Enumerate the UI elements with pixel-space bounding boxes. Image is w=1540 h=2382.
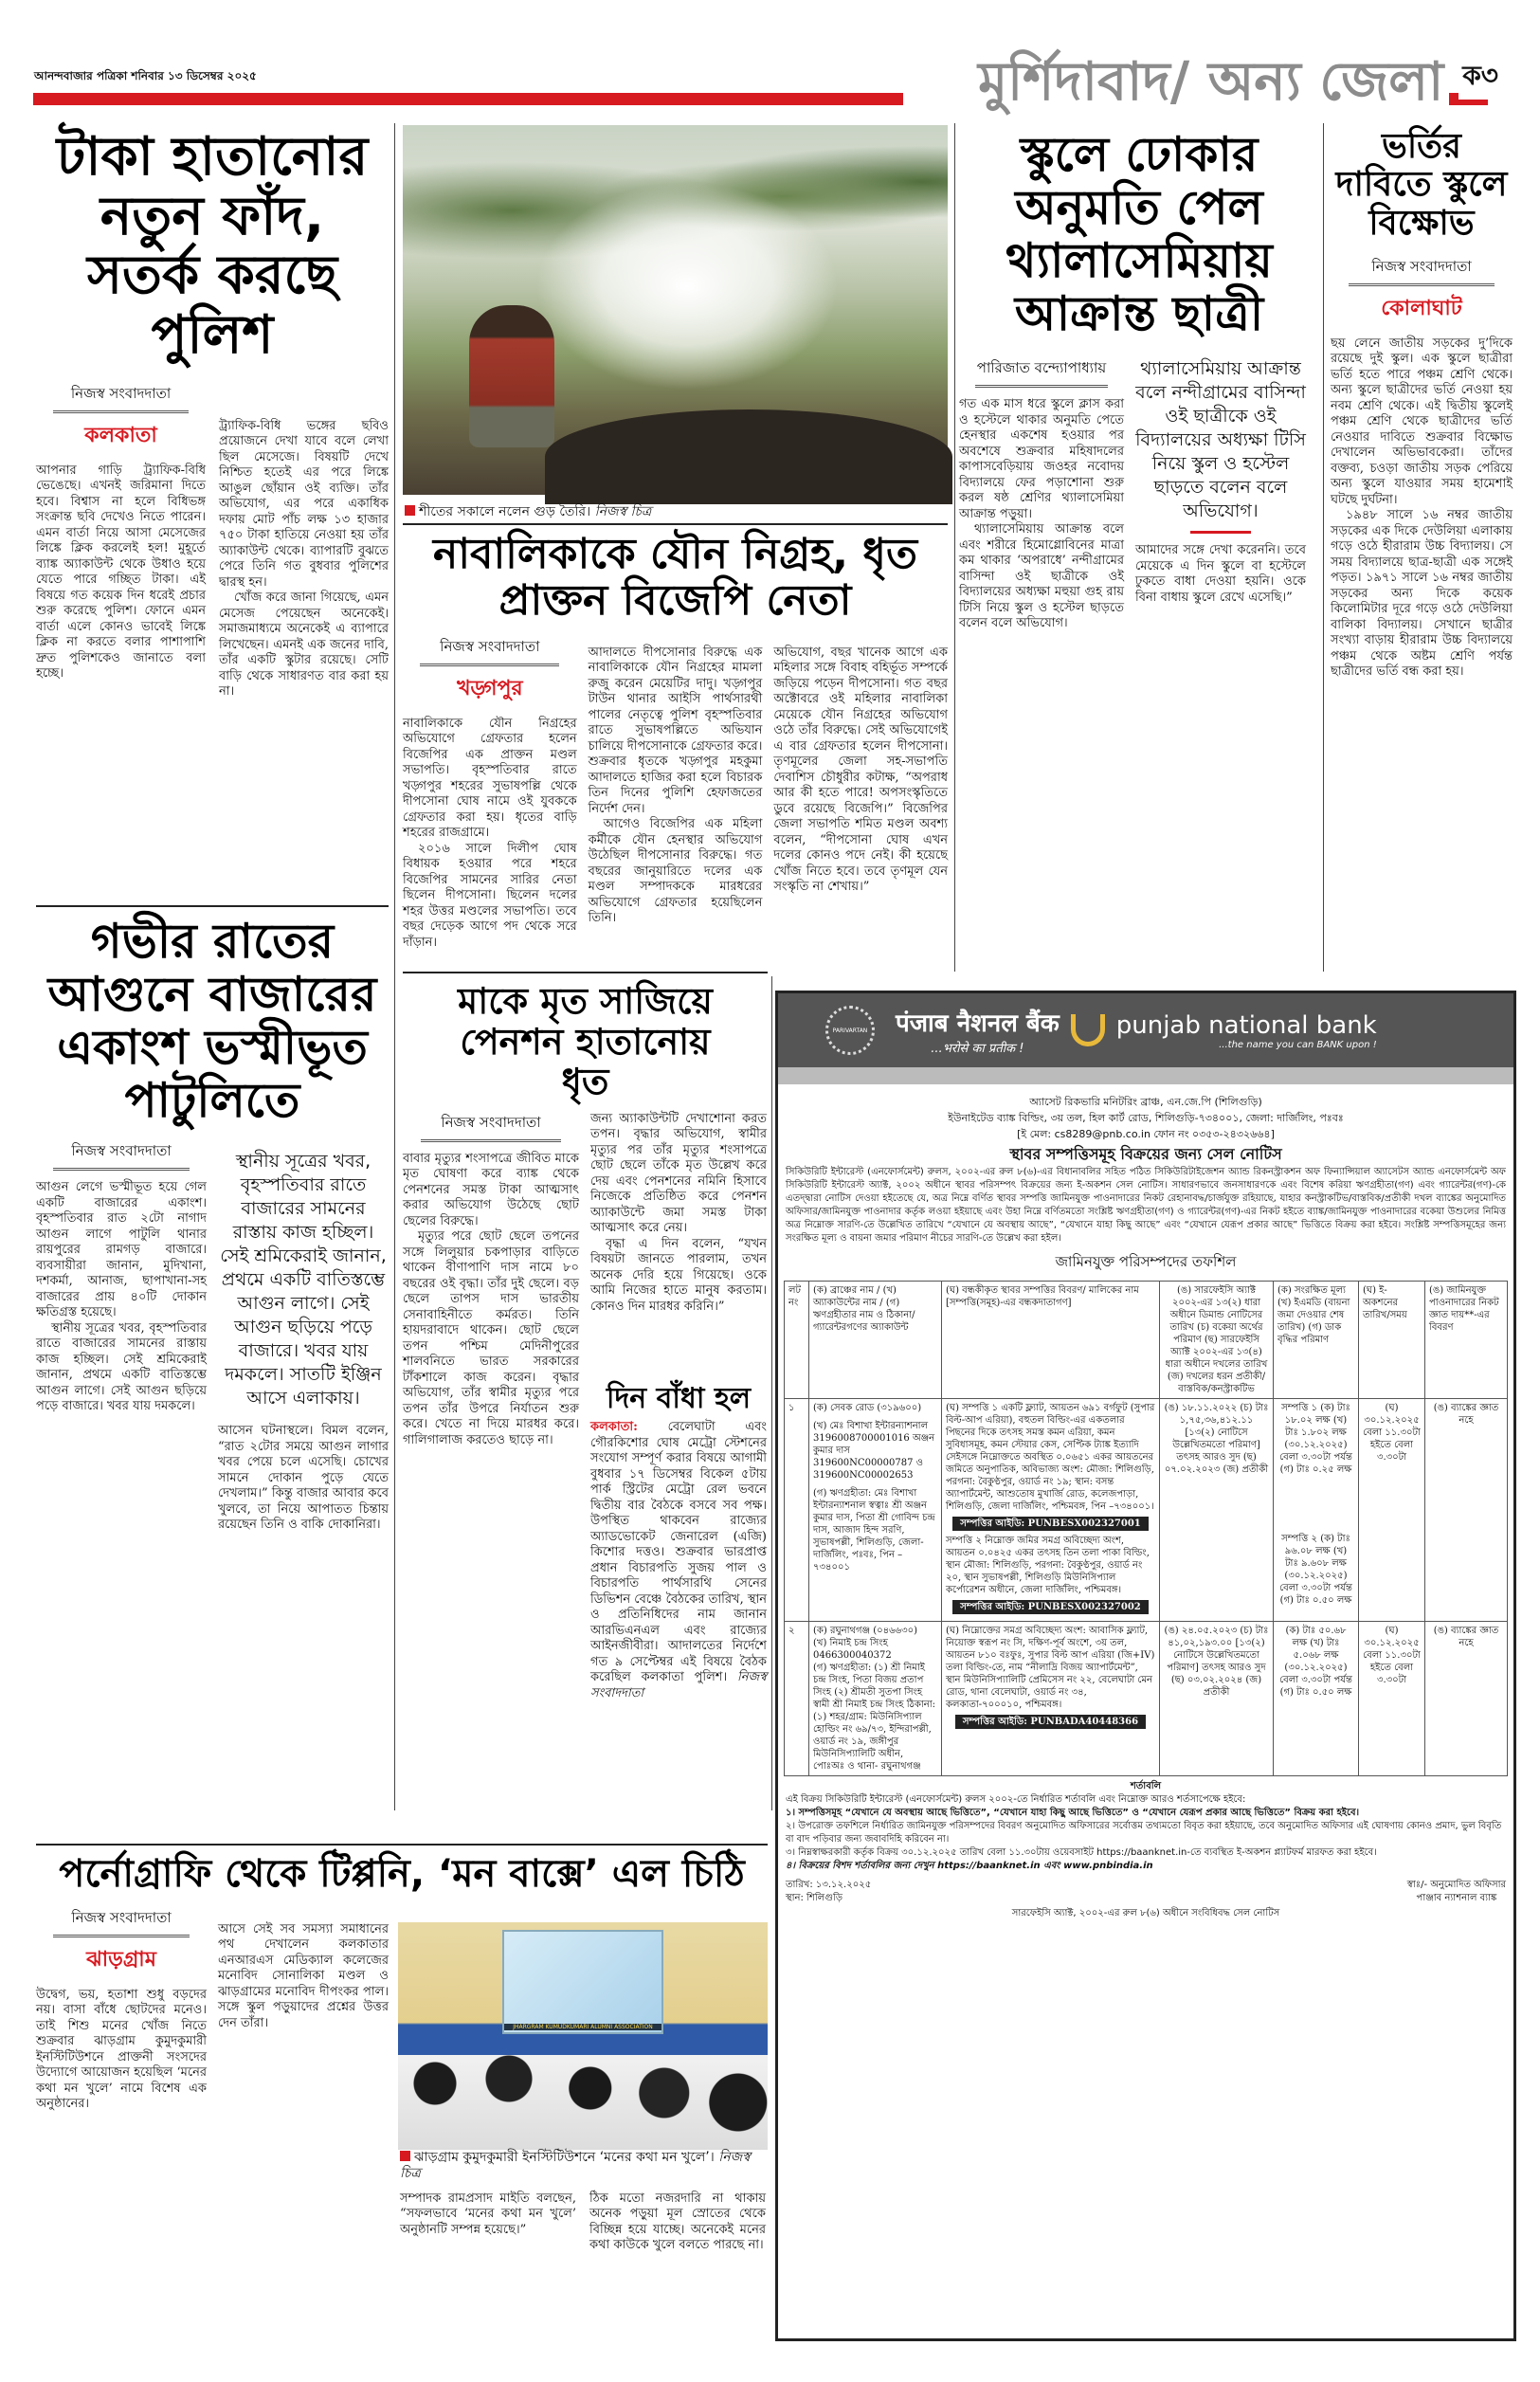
photo-caption [405, 500, 651, 523]
paragraph: জন্য অ্যাকাউন্টটি দেখাশোনা করত তপন। বৃদ্ধার অভিযোগ, স্বামীর মৃত্যুর পর তাঁর মৃত্যুর শংসাপত্রে ছোট ছেলে তাঁকে মৃত উল্লেখ করে দেয় এবং পেনশনের নমিনি হিসাবে নিজেকে প্রতিষ্ঠিত করে পেনশন অ্যাকাউন্টে জমা সমস্ত টাকা আত্মসাৎ করে নেয়। [590, 1111, 767, 1236]
header-lot: লট নং [785, 1282, 809, 1399]
photo-caption [400, 2150, 768, 2182]
pull-quote: স্থানীয় সূত্রের খবর, বৃহস্পতিবার রাতে বাজারের সামনের রাস্তায় কাজ হচ্ছিল। সেই শ্রমিকেরাই জানান, প্রথমে একটি বাতিস্তম্ভে আগুন লাগে। সেই আগুন ছড়িয়ে পড়ে বাজারে। খবর যায় দমকলে। সাতটি ইঞ্জিন আসে এলাকায়। [220, 1151, 387, 1409]
caption-marker-icon [400, 2151, 410, 2161]
paragraph: অভিযোগ, বছর খানেক আগে এক মহিলার সঙ্গে বিবাহ বহির্ভূত সম্পর্কে জড়িয়ে পড়েন দীপসোনা। গত বছর অক্টোবরে ওই মহিলার নাবালিকা মেয়েকে যৌন নিগ্রহের অভিযোগ ওঠে তাঁর বিরুদ্ধে। সেই অভিযোগেই এ বার গ্রেফতার হলেন দীপসোনা। তৃণমূলের জেলা সহ-সভাপতি দেবাশিস চৌধুরীর কটাক্ষ, “অপরাধ আর কী হতে পারে! অপসংস্কৃতিতে ডুবে রয়েছে বিজেপি।” বিজেপির জেলা সভাপতি শমিত মণ্ডল অবশ্য বলেন, “দীপসোনা ঘোষ এখন দলের কোনও পদে নেই। কী হয়েছে খোঁজ নিতে হবে। তবে তৃণমূল যেন সংস্কৃতি না শেখায়।” [773, 645, 949, 895]
byline: নিজস্ব সংবাদদাতা [420, 636, 559, 666]
property-2: সম্পত্তি ২ নিম্নোক্ত জমির সমগ্র অবিচ্ছেদ্য অংশ, আয়তন ০.০৪২৫ একর তৎসহ তিন তলা পাকা বিল্ডিং, স্থান মৌজা: শিলিগুড়ি, পরগনা: বৈকুণ্ঠপুর, ওয়ার্ড নং ২০, স্থান সুভাষপল্লী, শিলিগুড়ি মিউনিসিপ্যাল কর্পোরেশন অধীনে, জেলা দার্জিলিং, পশ্চিমবঙ্গ। [946, 1536, 1150, 1595]
account: (খ) মেঃ বিশাখা ইন্টারন্যাশনাল 3196008700001016 অঞ্জন কুমার দাস 319600NC00000787 ও 319600NC00002653 [813, 1421, 935, 1481]
article-thalassemia [959, 128, 1319, 967]
branch-address: ইউনাইটেড ব্যাঙ্ক বিল্ডিং, ৩য় তল, হিল কার্ট রোড, শিলিগুড়ি-৭৩৪০০১, জেলা: দার্জিলিং, পঃবঃ [948, 1112, 1344, 1124]
branch-contact: [ই মেল: cs8289@pnb.co.in ফোন নং ০৩৫৩-২৪৩২৬৬৪] [1017, 1128, 1275, 1140]
paragraph: আসে সেই সব সমস্যা সমাধানের পথ দেখালেন কলকাতার এনআরএস মেডিক্যাল কলেজের মনোবিদ সোনালিকা মণ্ডল ও ঝাড়গ্রামের মনোবিদ দীপংকর পাল। সঙ্গে স্কুল পড়ুয়াদের প্রশ্নের উত্তর দেন তাঁরা। [218, 1921, 389, 2030]
article-body [403, 1152, 579, 1796]
price-cell: (ক) টাঃ ৫০.৬৮ লক্ষ (খ) টাঃ ৫.০৬৮ লক্ষ (৩০.১২.২০২৫) বেলা ৩.৩০টা পর্যন্ত (গ) টাঃ ০.৫০ লক্ষ [1274, 1622, 1359, 1776]
auction-cell: (ঘ) ৩০.১২.২০২৫ বেলা ১১.৩০টা হইতে বেলা ৩.৩০টা [1359, 1399, 1425, 1622]
table-title: জামিনযুক্ত পরিসম্পদের তফশিল [1055, 1253, 1237, 1270]
paragraph: ১৯৪৮ সালে ১৬ নম্বর জাতীয় সড়কের এক দিকে দেউলিয়া এলাকায় গড়ে ওঠে হীরারাম উচ্চ বিদ্যালয়। সে সময় বিদ্যালয়ে ছাত্র-ছাত্রী এক সঙ্গেই পড়ত। ১৯৭১ সালে ১৬ নম্বর জাতীয় সড়কের অন্য দিকে কয়েক কিলোমিটার দূরে গড়ে ওঠে দেউলিয়া বালিকা বিদ্যালয়। সেখানে ছাত্রীর সংখ্যা বাড়ায় হীরারাম উচ্চ বিদ্যালয়ে পঞ্চম থেকে অষ্টম শ্রেণি পর্যন্ত ছাত্রীদের ভর্তি বন্ধ করা হয়। [1331, 508, 1513, 680]
signature-row [786, 1879, 1506, 1905]
branch: (ক) রঘুনাথগঞ্জ (০৪৬৬৩০) [813, 1626, 918, 1636]
bank-name-local-block [896, 1005, 1060, 1056]
photo-credit: নিজস্ব চিত্র [400, 2149, 751, 2181]
notice-date: তারিখ: ১৩.১২.২০২৫ [786, 1880, 872, 1890]
header-notice: (ঙ) সারফেইসি অ্যাক্ট ২০০২-এর ১৩(২) ধারা অধীনে ডিমান্ড নোটিসের তারিখ (চ) বকেয়া অর্থের পরিমাণ (ছ) সারফেইসি অ্যাক্ট ২০০২-এর ১৩(৪) ধারা অধীনে দখলের তারিখ (জ) দখলের ধরন প্রতীকী/বাস্তবিক/কনস্ট্রাকটিভ [1160, 1282, 1274, 1399]
bank-name-local: पंजाब नैशनल बैंक [896, 1009, 1060, 1038]
terms-block [778, 1776, 1513, 1928]
article-admission-protest [1331, 128, 1513, 967]
article-body-col2 [588, 645, 763, 926]
paragraph: ঠিক মতো নজরদারি না থাকায় অনেক পড়ুয়া মূল স্রোতের থেকে বিচ্ছিন্ন হয়ে যাচ্ছে। অনেকেই মনের কথা কাউকে খুলে বলতে পারছে না। [589, 2191, 766, 2253]
dateline-place: কোলাঘাট [1381, 296, 1462, 320]
header-auction: (ঘ) ই-অকশনের তারিখ/সময় [1359, 1282, 1425, 1399]
credit: নিজস্ব সংবাদদাতা [590, 1670, 767, 1700]
branch-info [778, 1094, 1513, 1162]
photo-credit: নিজস্ব চিত্র [594, 504, 652, 519]
headline: মাকে মৃত সাজিয়ে পেনশন হাতানোয় ধৃত [458, 980, 713, 1103]
header-property: (ঘ) বন্ধকীকৃত স্থাবর সম্পত্তির বিবরণ/ মালিকের নাম [সম্পত্তি(সমূহ)-এর বন্ধকদাতাগণ] [942, 1282, 1160, 1399]
borrower: (গ) ঋণগ্রহীতা: (১) শ্রী নিমাই চন্দ্র সিংহ, পিতা বিজয় প্রতাপ সিংহ (২) শ্রীমতী সুতপা সিংহ স্বামী শ্রী নিমাই চন্দ্র সিংহ ঠিকানা: (১) শহর/গ্রাম: মিউনিসিপ্যাল হোল্ডিং নং ৬৯/৭৩, ইন্দিরাপল্লী, ওয়ার্ড নং ১৯, জঙ্গীপুর মিউনিসিপ্যালিটি অধীন, পোঃঅঃ ও থানা- রঘুনাথগঞ্জ [813, 1663, 936, 1772]
col1 [36, 1907, 207, 2329]
divider [36, 905, 389, 907]
table-header-row [785, 1282, 1508, 1399]
column-divider [954, 123, 955, 972]
article-body [403, 716, 577, 950]
article-pension-fraud [403, 981, 768, 1806]
branch-name: অ্যাসেট রিকভারি মনিটরিং ব্রাঞ্চ, এন.জে.পি (শিলিগুড়ি) [1029, 1096, 1262, 1108]
price-cell [1274, 1399, 1359, 1622]
banner-text: JHARGRAM KUMUDKUMARI ALUMNI ASSOCIATION [504, 2024, 661, 2030]
red-rule-left [33, 93, 903, 105]
bank-tagline-local: ...भरोसे का प्रतीक ! [931, 1042, 1024, 1056]
banner [502, 1930, 663, 2034]
article-bjp-leader [403, 531, 948, 957]
column-divider [1323, 123, 1324, 972]
property-1: (ঘ) সম্পত্তি ১ একটি ফ্ল্যাট, আয়তন ৬৯১ বর্গফুট (সুপার বিল্ট-আপ এরিয়া), বহুতল বিল্ডিং-এর একতলার পিছনের দিকে তৎসহ সমস্ত কমন এরিয়া, কমন সুবিধাসমূহ, কমন স্টেয়ার কেস, সেপ্টিক ট্যাঙ্ক ইত্যাদি সেইসঙ্গে নিম্নোক্ততে অবস্থিত ০.০৬৫১ একর আয়তনের জমিতে অনুপাতিক, অবিভাজ্য অংশ: মৌজা: শিলিগুড়ি, পরগনা: বৈকুণ্ঠপুর, ওয়ার্ড নং ১৯; স্থান: বসন্ত অ্যাপার্টমেন্ট, আশুতোষ মুখার্জি রোড, কলেজপাড়া, শিলিগুড়ি, জেলা দার্জিলিং, পশ্চিমবঙ্গ, পিন –৭৩৪০০১। [946, 1403, 1155, 1512]
signatory-bank: পাঞ্জাব ন্যাশনাল ব্যাঙ্ক [1416, 1893, 1497, 1903]
table-row [785, 1622, 1508, 1776]
article-columns [36, 1907, 768, 2315]
article-body-col2 [218, 1922, 389, 2311]
table-row [785, 1399, 1508, 1622]
caption-marker-icon [405, 505, 415, 516]
branch-account-cell [809, 1622, 942, 1776]
dateline-place: খড়্গপুর [457, 676, 523, 700]
header-liability: (ঙ) জামিনযুক্ত পাওনাদারের নিকট জ্ঞাত দায়**-এর বিবরণ [1425, 1282, 1508, 1399]
liability-cell: (ঙ) ব্যাঙ্কের জ্ঞাত নহে [1425, 1399, 1508, 1622]
branch-account-cell [809, 1399, 942, 1622]
byline: নিজস্ব সংবাদদাতা [53, 1907, 190, 1937]
price-1: সম্পত্তি ১ (ক) টাঃ ১৮.০২ লক্ষ (খ) টাঃ ১.৮০২ লক্ষ (৩০.১২.২০২৫) বেলা ৩.৩০টা পর্যন্ত (গ) টাঃ ০.২৫ লক্ষ [1279, 1403, 1352, 1475]
masthead [0, 0, 1540, 123]
photo-jaggery [403, 125, 948, 495]
divider [403, 523, 948, 525]
paragraph: সম্পাদক রামপ্রসাদ মাইতি বলছেন, “সফলভাবে ‘মনের কথা মন খুলে’ অনুষ্ঠানটি সম্পন্ন হয়েছে।” [400, 2191, 576, 2237]
article-body-col2 [1135, 543, 1306, 714]
dateline-place: কলকাতা: [590, 1420, 638, 1435]
headline: পর্নোগ্রাফি থেকে টিপ্পনি, ‘মন বাক্সে’ এল চিঠি [59, 1852, 745, 1896]
article-mon-box [36, 1853, 768, 2379]
article-body-col3 [773, 646, 948, 911]
masthead-right [972, 49, 1502, 116]
paragraph: উদ্বেগ, ভয়, হতাশা শুধু বড়দের নয়। বাসা বাঁধে ছোটদের মনেও। তাই শিশু মনের খোঁজ নিতে শুক্রবার ঝাড়গ্রাম কুমুদকুমারী ইনস্টিটিউশনে প্রাক্তনী সংসদের উদ্যোগে আয়োজন হয়েছিল ‘মনের কথা মন খুলে’ নামে বিশেষ এক অনুষ্ঠানের। [36, 1987, 207, 2112]
paragraph: থ্যালাসেমিয়ায় আক্রান্ত বলে এবং শরীরে হিমোগ্লোবিনের মাত্রা কম থাকার ‘অপরাধে’ নন্দীগ্রামের বাসিন্দা ওই ছাত্রীকে ওই বিদ্যালয়ের অধ্যক্ষা মহুয়া গুহ রায় টিসি নিয়ে স্কুল ও হস্টেল ছাড়তে বলেন বলে অভিযোগ। [959, 522, 1124, 630]
property-id: সম্পত্তির আইডি: PUNBADA40448366 [955, 1715, 1146, 1729]
property-1: (ঘ) নিম্নোক্তের সমগ্র অবিচ্ছেদ্য অংশ: আবাসিক ফ্ল্যাট, নিয়োক্ত স্বরূপ নং সি, দক্ষিণ-পূর্ব অংশে, ৩য় তল, আয়তন ৮১০ বঃফুঃ, সুপার বিল্ট আপ এরিয়া (জি+IV) তলা বিল্ডিং-তে, নাম “নীলাদ্রি বিজয় অ্যাপার্টমেন্ট”, স্থান মিউনিসিপ্যালিটি প্রেমিসেস নং ২২, বেলেঘাটা মেন রোড, থানা বেলেঘাটা, ওয়ার্ড নং ৩৪, কলকাতা-৭০০০১০, পশ্চিমবঙ্গ। [946, 1626, 1155, 1710]
column-divider [771, 976, 772, 1810]
headline: টাকা হাতানোর নতুন ফাঁদ, সতর্ক করছে পুলিশ [56, 126, 369, 367]
dateline-place: কলকাতা [84, 423, 157, 447]
paragraph: আগেও বিজেপির এক মহিলা কর্মীকে যৌন হেনস্থার অভিযোগ উঠেছিল দীপসোনার বিরুদ্ধে। গত বছরের জানুয়ারিতে দলের এক মণ্ডল সম্পাদককে মারধরের অভিযোগে গ্রেফতার হয়েছিলেন তিনি। [588, 817, 763, 926]
liability-cell: (ঙ) ব্যাঙ্কের জ্ঞাত নহে [1425, 1622, 1508, 1776]
notice-intro: সিকিউরিটি ইন্টারেস্ট (এনফোর্সমেন্ট) রুলস, ২০০২-এর রুল ৮(৬)-এর বিধানাবলির সহিত পঠিত সিকিউরিটাইজেশন অ্যান্ড রিকনস্ট্রাকশন অফ ফিন্যান্সিয়াল অ্যাসেটস অ্যান্ড এনফোর্সমেন্ট অফ সিকিউরিটি ইন্টারেস্ট অ্যাক্ট, ২০০২ অধীনে স্থাবর পরিসম্পৎ বিক্রয়ের জন্য ই-অকশন সেল নোটিস। সাধারণভাবে জনসাধারণকে এবং বিশেষ করিয়া ঋণগ্রহীতা(গণ) এবং গ্যারেন্টর(গণ)-কে এতদ্দ্বারা নোটিস দেওয়া হইতেছে যে, অত্র নিম্নে বর্ণিত স্থাবর সম্পত্তি জামিনযুক্ত পাওনাদারের নিকট রেহানাবদ্ধ/চার্জযুক্ত রহিয়াছে, যাহার কনস্ট্রাকটিভ/বাস্তবিক/প্রতীকী দখল ব্যাঙ্কের অনুমোদিত অফিসার/জামিনযুক্ত পাওনাদার কর্তৃক লওয়া হইয়াছে এবং উহা নিম্নে বর্ণিতমতো সংশ্লিষ্ট ঋণগ্রহীতা(গণ) ও গ্যারেন্টর(গণ)-এর নিকট হইতে ব্যাঙ্ক/জামিনযুক্ত পাওনাদারের বকেয়া উশুলের নিমিত্ত অত্র নিম্নোক্ত সারণি-তে উল্লেখিত তারিখে “যেখানে যে অবস্থায় আছে”, “যেখানে যাহা কিছু আছে” এবং “যেখানে যেরূপ প্রকার আছে” ভিত্তিতে বিক্রয় করা হইবে। সংশ্লিষ্ট সম্পত্তিসমূহের জন্য সংরক্ষিত মূল্য ও বায়না জমার পরিমাণ নীচের সারণি-তে উল্লেখ করা হইল। [786, 1167, 1506, 1244]
article-body [36, 1988, 207, 2329]
paragraph: ছয় লেনে জাতীয় সড়কের দু’দিকে রয়েছে দুই স্কুল। এক স্কুলে ছাত্রীরা ভর্তি হতে পারে পঞ্চম শ্রেণি থেকে। অন্য স্কুলে ছাত্রীদের ভর্তি নেওয়া হয় নবম শ্রেণি থেকে। এই দ্বিতীয় স্কুলেই পঞ্চম শ্রেণি থেকে ছাত্রীদের ভর্তি নেওয়ার দাবিতে শুক্রবার বিক্ষোভ দেখালেন অভিভাবকেরা। তাঁদের বক্তব্য, চওড়া জাতীয় সড়ক পেরিয়ে অন্য স্কুলে যাওয়ার সময় হামেশাই ঘটছে দুর্ঘটনা। [1331, 336, 1513, 507]
brief-headline: দিন বাঁধা হল [606, 1381, 752, 1415]
paragraph: বৃদ্ধা এ দিন বলেন, “যখন বিষয়টা জানতে পারলাম, তখন অনেক দেরি হয়ে গিয়েছে। ওকে আমি নিজের হাতে মানুষ করতাম। কোনও দিন মারধর করিনি।” [590, 1236, 767, 1314]
branch: (ক) সেবক রোড (৩১৯৬০০) [813, 1403, 922, 1413]
term: ১। সম্পত্তিসমূহ “যেখানে যে অবস্থায় আছে ভিত্তিতে”, “যেখানে যাহা কিছু আছে ভিত্তিতে” ও “যেখানে যেরূপ প্রকার আছে ভিত্তিতে” বিক্রয় করা হইবে। [786, 1808, 1360, 1818]
caption-text: শীতের সকালে নলেন গুড় তৈরি। [419, 504, 591, 519]
brief-date-fixed [590, 1383, 767, 1800]
seal-text: PARIVARTAN [832, 1027, 868, 1034]
article-body-col2 [590, 1112, 767, 1377]
paragraph: স্থানীয় সূত্রের খবর, বৃহস্পতিবার রাতে বাজারের সামনের রাস্তায় কাজ হচ্ছিল। সেই শ্রমিকেরাই জানান, প্রথমে একটি বাতিস্তম্ভে আগুন লাগে। সেই আগুন ছড়িয়ে পড়ে বাজারে। খবর যায় দমকলে। [36, 1320, 207, 1413]
byline: নিজস্ব সংবাদদাতা [1349, 256, 1495, 286]
property-id: সম্পত্তির আইডি: PUNBESX002327001 [952, 1517, 1149, 1531]
term: ২। উপরোক্ত তফশিলে নির্ধারিত জামিনযুক্ত পরিসম্পদের বিবরণ অনুমোদিত অফিসারের সর্বোত্তম তথ্যমতো বিবৃত করা হইয়াছে, তবে অনুমোদিত অফিসার এই ঘোষণায় কোনও প্রমাদ, ভুল বিবৃতি বা বাদ পড়িবার জন্য জবাবদিহি করিবেন না। [786, 1821, 1502, 1845]
account: (খ) নিমাই চন্দ্র সিংহ 0466300040372 [813, 1638, 892, 1661]
steam [535, 182, 839, 391]
headline: স্কুলে ঢোকার অনুমতি পেল থ্যালাসেমিয়ায় আক্রান্ত ছাত্রী [1006, 127, 1273, 341]
property-id: সম্পত্তির আইডি: PUNBESX002327002 [952, 1600, 1149, 1614]
header-branch-account: (ক) ব্রাঞ্চের নাম / (খ) অ্যাকাউন্টের নাম / (গ) ঋণগ্রহীতার নাম ও ঠিকানা/ গ্যারেন্টরগণের অ্যাকাউন্ট [809, 1282, 942, 1399]
borrower: (গ) ঋণগ্রহীতা: মেঃ বিশাখা ইন্টারন্যাশনাল স্বত্বাঃ শ্রী অঞ্জন কুমার দাস, পিতা শ্রী গোবিন্দ চন্দ্র দাস, আজাদ হিন্দ সরণি, সুভাষপল্লী, শিলিগুড়ি, জেলা- দার্জিলিং, পঃবঃ, পিন – ৭৩৪০০১ [813, 1488, 935, 1573]
property-cell [942, 1622, 1160, 1776]
term: এই বিক্রয় সিকিউরিটি ইন্টারেস্ট (এনফোর্সমেন্ট) রুলস ২০০২-তে নির্ধারিত শর্তাবলি এবং নিম্নোক্ত আরও শর্তসাপেক্ষে হইবে: [786, 1794, 1246, 1805]
column-divider [394, 123, 395, 1810]
notice-cell: (ঙ) ২৪.০৫.২০২৩ (চ) টাঃ ৪১,০২,১৯৩.০০ [১৩(২) নোটিসে উল্লেখিতমতো পরিমাণ] তৎসহ আরও সুদ (ছ) ০৩.০২.২০২৪ (জ) প্রতীকী [1160, 1622, 1274, 1776]
pull-quote-rule [1190, 531, 1251, 534]
notice-footer: সারফেইসি অ্যাক্ট, ২০০২-এর রুল ৮(৬) অধীনে সংবিধিবদ্ধ সেল নোটিস [1011, 1908, 1280, 1918]
article-body [36, 464, 206, 900]
pnb-sale-notice-ad [775, 991, 1516, 2341]
article-body-col2 [219, 419, 389, 931]
pan [545, 409, 952, 504]
article-money-fraud [36, 128, 389, 900]
pull-quote: থ্যালাসেমিয়ায় আক্রান্ত বলে নন্দীগ্রামের বাসিন্দা ওই ছাত্রীকে ওই বিদ্যালয়ের অধ্যক্ষা টিসি নিয়ে স্কুল ও হস্টেল ছাড়তে বলেন বলে অভিযোগ। [1135, 358, 1306, 521]
article-body [1331, 336, 1513, 943]
price-2: সম্পত্তি ২ (ক) টাঃ ৯৬.০৮ লক্ষ (খ) টাঃ ৯.৬০৮ লক্ষ (৩০.১২.২০২৫) বেলা ৩.৩০টা পর্যন্ত (গ) টাঃ ০.৫০ লক্ষ [1279, 1534, 1352, 1606]
bank-name-en: punjab national bank [1115, 1010, 1377, 1040]
paragraph: মৃত্যুর পরে ছোট ছেলে তপনের সঙ্গে লিলুয়ার চকপাড়ার বাড়িতে থাকেন বীণাপাণি দাস নামে ৮০ বছরের ওই বৃদ্ধা। তাঁর দুই ছেলে। বড় ছেলে তাপস দাস ভারতীয় সেনাবাহিনীতে কর্মরত। তিনি হায়দরাবাদে থাকেন। ছোট ছেলে তপন পশ্চিম মেদিনীপুরের শালবনিতে ভারত সরকারের টাঁকশালে কাজ করেন। বৃদ্ধার অভিযোগ, তাঁর স্বামীর মৃত্যুর পরে তপন তাঁর উপরে নির্যাতন শুরু করে। খেতে না দিয়ে মারধর করে। গালিগালাজ করতেও ছাড়ে না। [403, 1229, 579, 1447]
notice-cell: (ঙ) ১৮.১১.২০২২ (চ) টাঃ ১,৭৫,৩৬,৪১২.১১ [১৩(২) নোটিসে উল্লেখিতমতো পরিমাণ] তৎসহ আরও সুদ (ছ) ০৭.০২.২০২৩ (জ) প্রতীকী [1160, 1399, 1274, 1622]
person [469, 305, 554, 447]
lot-number: ২ [785, 1622, 809, 1776]
parivartan-seal-icon [825, 1006, 875, 1055]
brief-body [590, 1420, 767, 1799]
term: ৪। বিক্রয়ের বিশদ শর্তাবলির জন্য দেখুন https://baanknet.in এবং www.pnbindia.in [786, 1861, 1153, 1871]
dateline-place: ঝাড়গ্রাম [86, 1947, 156, 1972]
asset-schedule-table [784, 1281, 1508, 1776]
paragraph: খোঁজ করে জানা গিয়েছে, এমন মেসেজ পেয়েছেন অনেকেই। সমাজমাধ্যমে অনেকেই এ ব্যাপারে লিখেছেন। এমনই এক জনের দাবি, তাঁর একটি স্কুটার রয়েছে। সেটি বাড়ি থেকে সাধারণত বার করা হয় না। [219, 591, 389, 700]
divider [403, 972, 768, 973]
headline: নাবালিকাকে যৌন নিগ্রহ, ধৃত প্রাক্তন বিজেপি নেতা [433, 530, 917, 626]
paragraph: নাবালিকাকে যৌন নিগ্রহের অভিযোগে গ্রেফতার হলেন বিজেপির এক প্রাক্তন মণ্ডল সভাপতি। বৃহস্পতিবার রাতে খড়্গপুর শহরের সুভাষপল্লি থেকে দীপসোনা ঘোষ নামে ওই যুবককে গ্রেফতার করা হয়। ধৃতের বাড়ি শহরের রাজগ্রামে। [403, 716, 577, 841]
paragraph: আমাদের সঙ্গে দেখা করেননি। তবে মেয়েকে এ দিন স্কুলে বা হস্টেলে ঢুকতে বাধা দেওয়া হয়নি। ওকে বিনা বাধায় স্কুলে রেখে এসেছি।” [1135, 543, 1306, 605]
section-title: মুর্শিদাবাদ/ অন্য জেলা [972, 49, 1449, 116]
paragraph: আসেন ঘটনাস্থলে। বিমল বলেন, “রাত ২টোর সময়ে আগুন লাগার খবর পেয়ে চলে এসেছি। চোখের সামনে দোকান পুড়ে যেতে দেখলাম।” কিন্তু বাজার আবার কবে খুলবে, তা নিয়ে আপাতত চিন্তায় রয়েছেন তিনি ও বাকি দোকানিরা। [218, 1424, 389, 1532]
pnb-logo-icon [1071, 1014, 1105, 1046]
ad-banner [778, 993, 1513, 1067]
byline: নিজস্ব সংবাদদাতা [421, 1112, 562, 1142]
brief-text: বেলেঘাটা এবং গৌরকিশোর ঘোষ মেট্রো স্টেশনের সংযোগ সম্পূর্ণ করার বিষয়ে আগামী বুধবার ১৭ ডিসেম্বর বিকেল ৫টায় পার্ক স্ট্রিটের মেট্রো রেল ভবনে দ্বিতীয় বার বৈঠকে বসবে সব পক্ষ। উপস্থিত থাকবেন রাজ্যের অ্যাডভোকেট জেনারেল (এজি) কিশোর দত্তও। শুক্রবার ভারপ্রাপ্ত প্রধান বিচারপতি সুজয় পাল ও বিচারপতি পার্থসারথি সেনের ডিভিশন বেঞ্চে বৈঠকের তারিখ, স্থান ও প্রতিনিধিদের নাম জানান আরভিএনএল এবং রাজ্যের আইনজীবীরা। আদালতের নির্দেশে গত ৯ সেপ্টেম্বর এই বিষয়ে বৈঠক করেছিল কলকাতা পুলিশ। [590, 1420, 767, 1685]
byline: নিজস্ব সংবাদদাতা [53, 1140, 190, 1171]
term: ৩। নিম্নস্বাক্ষরকারী কর্তৃক বিক্রয় ৩০.১২.২০২৫ তারিখ বেলা ১১.৩০টায় ওয়েবসাইট https://baanknet.in-তে ব্যবস্থিত ই-অকশন প্ল্যাটফর্ম মারফত করা হইবে। [786, 1847, 1377, 1858]
auction-cell: (ঘ) ৩০.১২.২০২৫ বেলা ১১.৩০টা হইতে বেলা ৩.৩০টা [1359, 1622, 1425, 1776]
article-market-fire [36, 915, 389, 1806]
article-body-col2 [218, 1424, 389, 1708]
header-price: (ক) সংরক্ষিত মূল্য (খ) ইএমডি (বায়না জমা দেওয়ার শেষ তারিখ) (গ) ডাক বৃদ্ধির পরিমাণ [1274, 1282, 1359, 1399]
headline: গভীর রাতের আগুনে বাজারের একাংশ ভস্মীভূত পাটুলিতে [47, 914, 377, 1128]
caption-text: ঝাড়গ্রাম কুমুদকুমারী ইনস্টিটিউশনে ‘মনের কথা মন খুলে’। [414, 2149, 715, 2165]
bank-tagline-en: ...the name you can BANK upon ! [1219, 1039, 1377, 1050]
bank-name-en-block [1116, 1011, 1377, 1050]
signatory: স্বাঃ/- অনুমোদিত অফিসার [1406, 1880, 1506, 1890]
byline: নিজস্ব সংবাদদাতা [53, 383, 189, 413]
divider [36, 1844, 768, 1846]
paragraph: ২০১৬ সালে দিলীপ ঘোষ বিধায়ক হওয়ার পরে শহরে বিজেপির সামনের সারির নেতা ছিলেন দীপসোনা। ছিলেন দলের শহর উত্তর মণ্ডলের সভাপতি। তবে বছর দেড়েক আগে পদ থেকে সরে দাঁড়ান। [403, 841, 577, 950]
photo-seminar [398, 1922, 768, 2145]
paragraph: ট্র্যাফিক-বিধি ভঙ্গের ছবিও প্রয়োজনে দেখা যাবে বলে লেখা ছিল মেসেজে। বিষয়টি দেখে নিশ্চিত হতেই এর পরে লিঙ্কে আঙুল ছোঁয়ান ওই ব্যক্তি। তাঁর অভিযোগ, এর পরে একাধিক দফায় মোট পাঁচ লক্ষ ১৩ হাজার ৭৫০ টাকা হাতিয়ে নেওয়া হয় তাঁর অ্যাকাউন্ট থেকে। ব্যাপারটি বুঝতে পেরে তিনি গত বুধবার পুলিশের দ্বারস্থ হন। [219, 418, 389, 590]
article-body-col3 [400, 2191, 576, 2313]
notice-place: স্থান: শিলিগুড়ি [786, 1893, 842, 1903]
paragraph: আগুন লেগে ভস্মীভূত হয়ে গেল একটি বাজারের একাংশ। বৃহস্পতিবার রাত ২টো নাগাদ আগুন লাগে পাটুলি থানার রায়পুরের রামগড় বাজারে। ব্যবসায়ীরা জানান, মুদিখানা, দশকর্মা, আনাজ, ছাপাখানা-সহ বাজারের প্রায় ৪০টি দোকান ক্ষতিগ্রস্ত হয়েছে। [36, 1180, 207, 1319]
banner-stripe [778, 1067, 1513, 1084]
paragraph: আপনার গাড়ি ট্র্যাফিক-বিধি ভেঙেছে। এখনই জরিমানা দিতে হবে। বিশ্বাস না হলে বিধিভঙ্গ সংক্রান্ত ছবি দেখেও নিতে পারেন। এমন বার্তা নিয়ে আসা মেসেজের লিঙ্কে ক্লিক করলেই হল! মুহূর্তে ব্যাঙ্ক অ্যাকাউন্ট থেকে উধাও হয়ে যেতে পারে গচ্ছিত টাকা। এই বিষয়ে গত কয়েক দিন ধরেই প্রচার শুরু করেছে পুলিশ। ফোনে এমন বার্তা এলে কোনও ভাবেই লিঙ্কে ক্লিক না করতে বলার পাশাপাশি দ্রুত পুলিশকেও জানাতে বলা হচ্ছে। [36, 463, 206, 682]
paragraph: আদালতে দীপসোনার বিরুদ্ধে এক নাবালিকাকে যৌন নিগ্রহের মামলা রুজু করেন মেয়েটির দাদু। খড়্গপুর টাউন থানার আইসি পার্থসারথী পালের নেতৃত্বে পুলিশ বৃহস্পতিবার রাতে সুভাষপল্লিতে অভিযান চালিয়ে দীপসোনাকে গ্রেফতার করে। শুক্রবার ধৃতকে খড়্গপুর মহকুমা আদালতে হাজির করা হলে বিচারক তিন দিনের পুলিশি হেফাজতের নির্দেশ দেন। [588, 645, 763, 816]
byline: পারিজাত বন্দ্যোপাধ্যায় [975, 357, 1107, 388]
paper-date: আনন্দবাজার পত্রিকা শনিবার ১৩ ডিসেম্বর ২০২৫ [34, 69, 257, 82]
paragraph: বাবার মৃত্যুর শংসাপত্রে জীবিত মাকে মৃত ঘোষণা করে ব্যাঙ্ক থেকে পেনশনের সমস্ত টাকা আত্মসাৎ করার অভিযোগ উঠেছে ছোট ছেলের বিরুদ্ধে। [403, 1151, 579, 1228]
page-number: ক৩ [1458, 55, 1502, 100]
lot-number: ১ [785, 1399, 809, 1622]
headline: ভর্তির দাবিতে স্কুলে বিক্ষোভ [1335, 127, 1508, 243]
property-cell [942, 1399, 1160, 1622]
article-body-col4 [589, 2191, 766, 2313]
article-body [36, 1180, 207, 1749]
terms-title: শর্তাবলি [1130, 1781, 1162, 1791]
paragraph: গত এক মাস ধরে স্কুলে ক্লাস করা ও হস্টেলে থাকার অনুমতি পেতে হেনস্থার একশেষ হওয়ার পর অবশেষে শুক্রবার মহিষাদলের কাপাসবেড়িয়ায় জওহর নবোদয় বিদ্যালয়ে ফের পড়াশোনা শুরু করল ষষ্ঠ শ্রেণির থ্যালাসেমিয়া আক্রান্ত পড়ুয়া। [959, 397, 1124, 521]
notice-title: স্থাবর সম্পত্তিসমূহ বিক্রয়ের জন্য সেল নোটিস [1009, 1145, 1282, 1163]
audience [398, 2055, 768, 2150]
article-body [959, 397, 1124, 738]
